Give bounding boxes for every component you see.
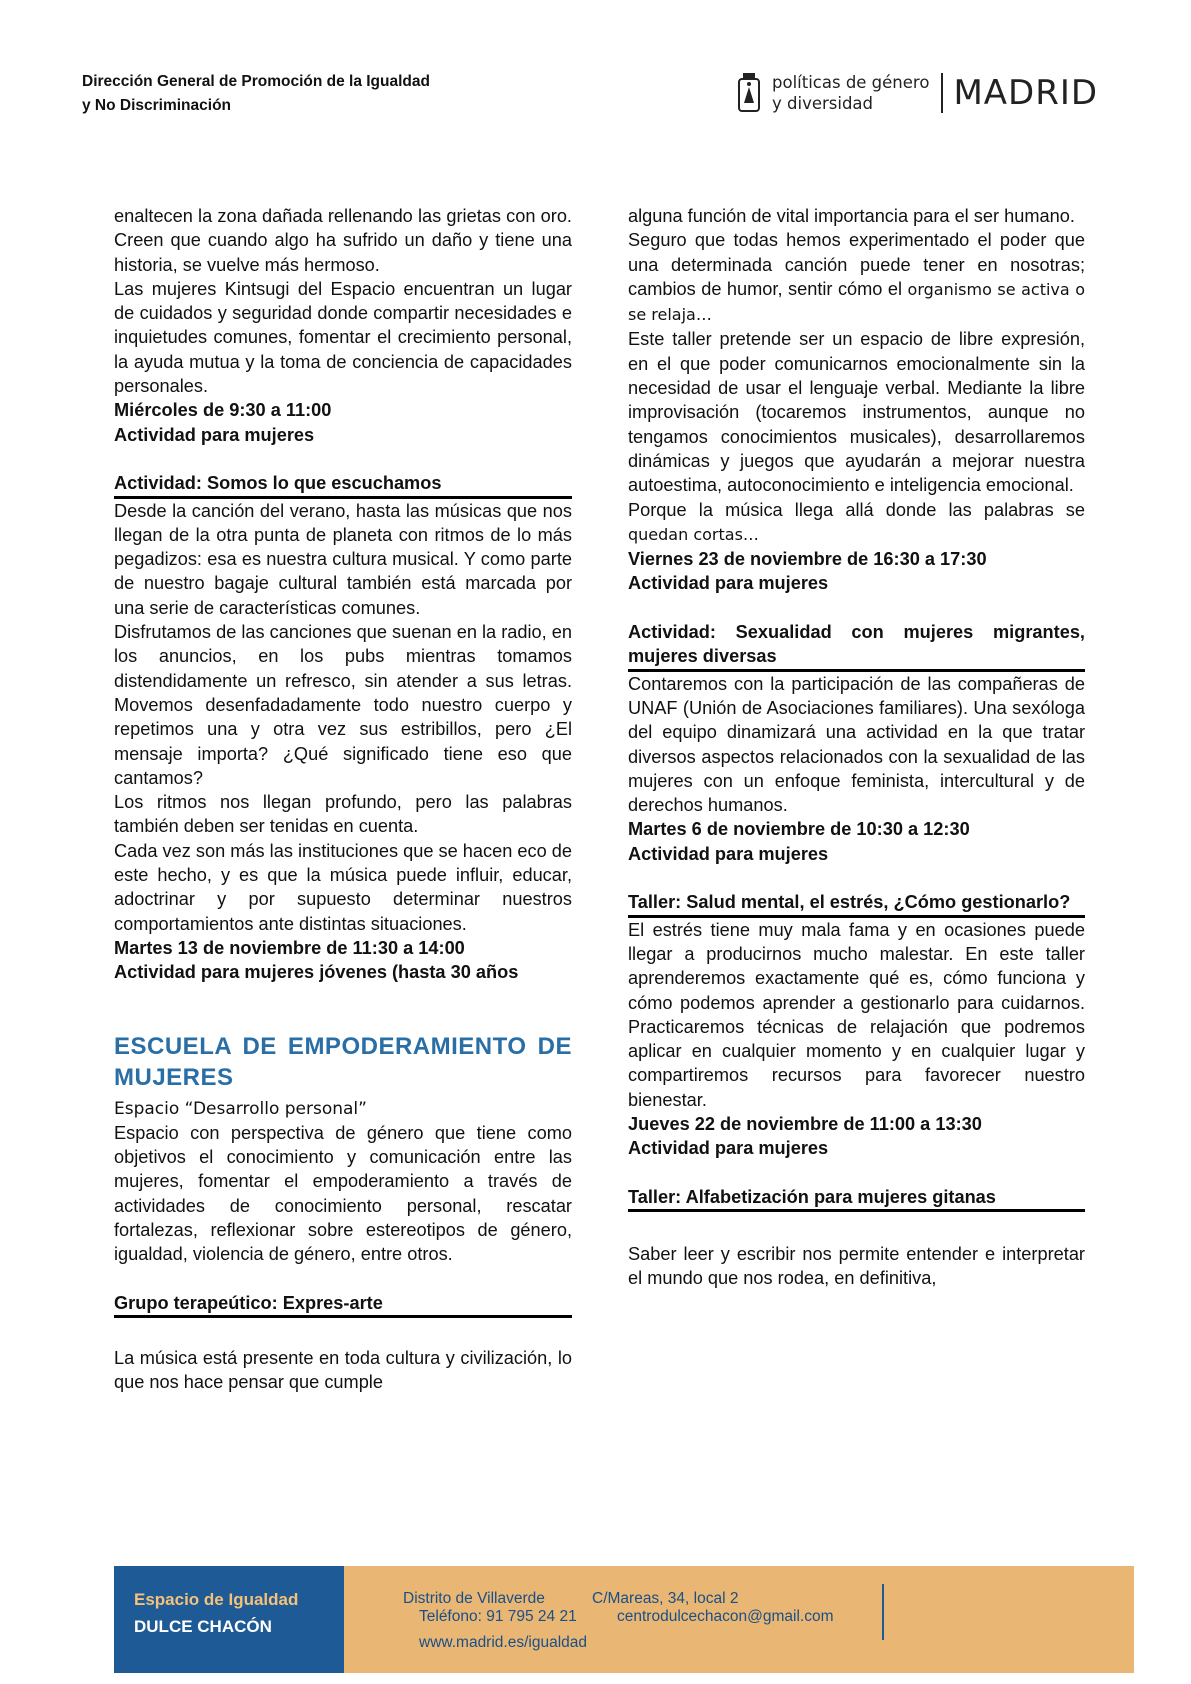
schedule-thursday-22: Jueves 22 de noviembre de 11:00 a 13:30	[628, 1113, 982, 1134]
footer-phone: Teléfono: 91 795 24 21	[419, 1608, 577, 1625]
section-title-empowerment: ESCUELA DE EMPODERAMIENTO DE MUJERES	[114, 1032, 572, 1091]
logo-city: MADRID	[953, 73, 1099, 113]
listening-paragraph-2: Disfrutamos de las canciones que suenan en la radio, en los anuncios, en los pubs mientras tomamos distendidamente un refresco, sin atender a sus letras. Movemos desenfadadamente todo nuestro cuerpo y repetimos una y otra vez sus estribillos, pero ¿El mensaje importa? ¿Qué significado tiene eso que cantamos?	[114, 622, 572, 788]
schedule-wednesday: Miércoles de 9:30 a 11:00	[114, 400, 332, 421]
sexuality-paragraph: Contaremos con la participación de las compañeras de UNAF (Unión de Asociaciones familiares). Una sexóloga del equipo dinamizará una actividad en la que tratar diversos aspectos relacionados con la sexualidad de las mujeres con un enfoque feminista, intercultural y de derechos humanos.	[628, 673, 1085, 816]
group-title-expres-arte: Grupo terapeútico: Expres-arte	[114, 1291, 572, 1318]
schedule-tuesday-13: Martes 13 de noviembre de 11:30 a 14:00	[114, 937, 465, 958]
left-column	[114, 204, 572, 1395]
footer-banner	[114, 1566, 1134, 1673]
org-line-1: Dirección General de Promoción de la Igualdad	[82, 73, 430, 90]
audience-women-3: Actividad para mujeres	[628, 843, 829, 864]
intro-paragraph: enaltecen la zona dañada rellenando las grietas con oro. Creen que cuando algo ha sufrido un daño y tiene una historia, se vuelve más hermoso.	[114, 206, 572, 275]
activity-title-listening: Actividad: Somos lo que escuchamos	[114, 471, 572, 498]
schedule-friday-23: Viernes 23 de noviembre de 16:30 a 17:30	[628, 549, 987, 570]
listening-paragraph-4: Cada vez son más las instituciones que se hacen eco de este hecho, y es que la música puede influir, educar, adoctrinar y por supuesto determinar nuestros comportamientos ante distintas situaciones.	[114, 840, 572, 934]
section-subtitle: Espacio “Desarrollo personal”	[114, 1098, 367, 1119]
workshop-title-literacy: Taller: Alfabetización para mujeres gitanas	[628, 1185, 1085, 1212]
footer-space-label: Espacio de Igualdad	[134, 1590, 299, 1609]
music-paragraph-2b: organismo se activa o se relaja…	[628, 279, 1085, 325]
footer-address: C/Mareas, 34, local 2	[592, 1590, 739, 1607]
logo-divider	[941, 73, 943, 113]
music-paragraph-4a: Porque la música llega allá donde las palabras se	[628, 499, 1085, 520]
music-paragraph-2	[628, 228, 1085, 327]
music-paragraph-4	[628, 498, 1085, 548]
audience-women: Actividad para mujeres	[114, 424, 315, 445]
listening-paragraph-1: Desde la canción del verano, hasta las músicas que nos llegan de la otra punta de planeta con ritmos de lo más pegadizos: esa es nuestra cultura musical. Y como parte de nuestro bagaje cultural también está marcada por una serie de características comunes.	[114, 500, 572, 618]
music-paragraph-3: Este taller pretende ser un espacio de libre expresión, en el que poder comunicarnos emocionalmente sin la necesidad de usar el lenguaje verbal. Mediante la libre improvisación (tocaremos instrumentos, aunque no tengamos conocimientos musicales), desarrollaremos dinámicas y juegos que ayudarán a mejorar nuestra autoestima, autoconocimiento e inteligencia emocional.	[628, 329, 1085, 496]
footer-space-name: DULCE CHACÓN	[134, 1617, 272, 1636]
music-paragraph-1: alguna función de vital importancia para el ser humano.	[628, 206, 1075, 226]
section-paragraph: Espacio con perspectiva de género que tiene como objetivos el conocimiento y comunicación entre las mujeres, fomentar el empoderamiento a través de actividades de conocimiento personal, rescatar fortalezas, reflexionar sobre estereotipos de género, igualdad, violencia de género, entre otros.	[114, 1122, 572, 1265]
kintsugi-paragraph: Las mujeres Kintsugi del Espacio encuentran un lugar de cuidados y seguridad donde compartir necesidades e inquietudes comunes, fomentar el crecimiento personal, la ayuda mutua y la toma de conciencia de capacidades personales.	[114, 278, 572, 397]
audience-women-4: Actividad para mujeres	[628, 1138, 829, 1159]
music-paragraph-4b: quedan cortas…	[628, 524, 759, 544]
literacy-paragraph: Saber leer y escribir nos permite entender e interpretar el mundo que nos rodea, en definitiva,	[628, 1244, 1085, 1289]
logo-tagline	[772, 72, 929, 114]
madrid-logo	[738, 70, 1098, 116]
footer-space-block	[114, 1566, 344, 1673]
right-column	[628, 204, 1085, 1291]
footer-district: Distrito de Villaverde	[403, 1590, 545, 1607]
madrid-crest-icon	[738, 73, 760, 113]
music-paragraph-2a: Seguro que todas hemos experimentado el poder que una determinada canción puede tener en nosotras; cambios de humor, sentir cómo el	[628, 230, 1085, 299]
audience-young-women: Actividad para mujeres jóvenes (hasta 30 años	[114, 962, 519, 983]
workshop-title-mental-health: Taller: Salud mental, el estrés, ¿Cómo gestionarlo?	[628, 890, 1085, 917]
footer-divider	[882, 1584, 884, 1640]
org-line-2: y No Discriminación	[82, 97, 232, 114]
audience-women-2: Actividad para mujeres	[628, 573, 829, 594]
header-organization	[82, 70, 430, 118]
logo-tagline-line-1: políticas de género	[772, 73, 930, 92]
logo-tagline-line-2: y diversidad	[772, 94, 874, 113]
footer-email[interactable]: centrodulcechacon@gmail.com	[617, 1608, 834, 1625]
footer-website[interactable]: www.madrid.es/igualdad	[419, 1634, 588, 1651]
group-paragraph: La música está presente en toda cultura y civilización, lo que nos hace pensar que cumple	[114, 1348, 572, 1393]
schedule-tuesday-6: Martes 6 de noviembre de 10:30 a 12:30	[628, 819, 970, 840]
activity-title-sexuality: Actividad: Sexualidad con mujeres migrantes, mujeres diversas	[628, 620, 1085, 672]
mental-health-paragraph: El estrés tiene muy mala fama y en ocasiones puede llegar a producirnos mucho malestar. En este taller aprenderemos exactamente qué es, cómo funciona y cómo podemos aprender a gestionarlo para cuidarnos. Practicaremos técnicas de relajación que podremos aplicar en cualquier momento y en cualquier lugar y compartiremos recursos para favorecer nuestro bienestar.	[628, 919, 1085, 1110]
listening-paragraph-3: Los ritmos nos llegan profundo, pero las palabras también deben ser tenidas en cuenta.	[114, 792, 572, 837]
